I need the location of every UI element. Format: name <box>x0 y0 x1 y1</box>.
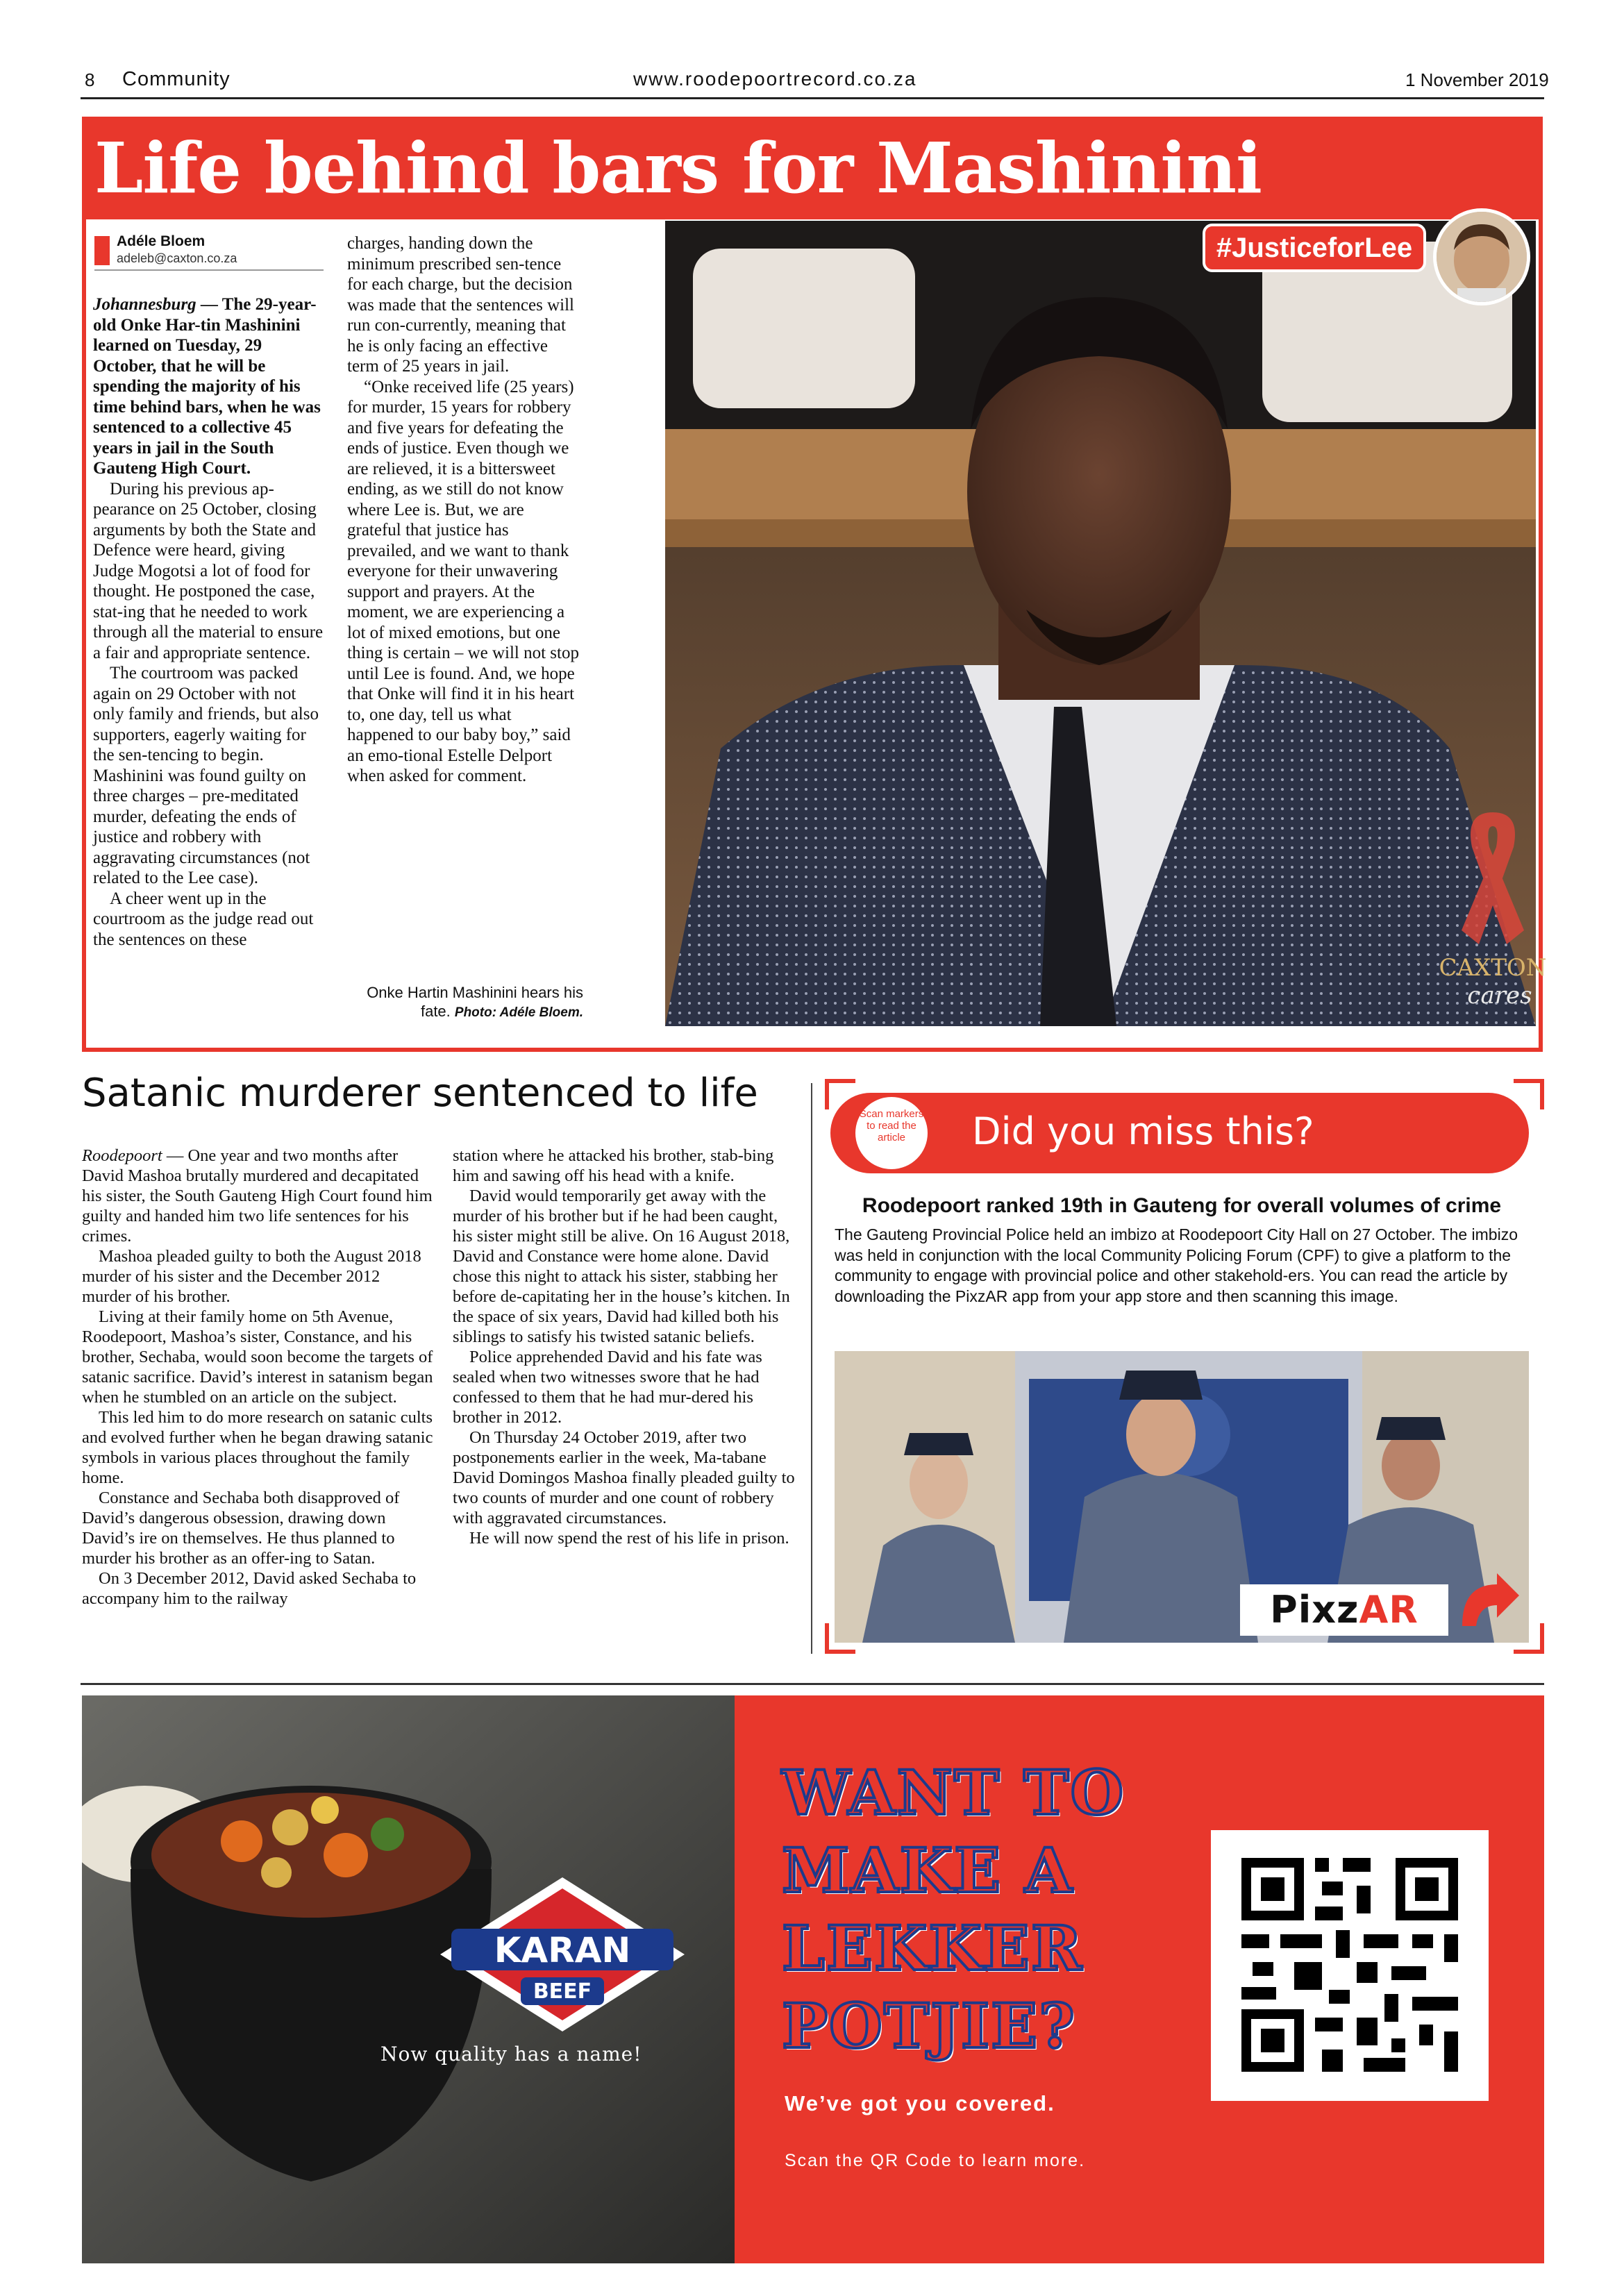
advert-tagline: Now quality has a name! <box>380 2043 642 2065</box>
story1-paragraph: The courtroom was packed again on 29 October with not only family and friends, but also supporters, eagerly waiting for the sen-tencing to begin. Mashinini was found guilty on three charges – pre-meditated murder, defeating the ends of justice and robbery with aggravating circumstances (not related to the Lee case). <box>93 664 319 887</box>
section-label: Community <box>122 68 231 90</box>
photo-caption <box>347 983 583 1022</box>
story1-column-1 <box>93 294 325 950</box>
story1-paragraph: “Onke received life (25 years) for murder, 15 years for robbery and five years for defeating the ends of justice. Even though we are relieved, it is a bittersweet ending, as we still do not know where Lee is. But, we are grateful that justice has prevailed, and we want to thank everyone for their unwavering support and prayers. At the moment, we are experiencing a lot of mixed emotions, but one thing is certain – we will not stop until Lee is found. And, we hope that Onke will find it in his heart to, one day, tell us what happened to our baby boy,” said an emo-tional Estelle Delport when asked for comment. <box>347 377 579 785</box>
story1-paragraph: During his previous ap-pearance on 25 October, closing arguments by both the State and Defence were heard, giving Judge Mogotsi a lot of food for thought. He postponed the case, stat-ing that he needed to work through all the material to ensure a fair and appropriate sentence. <box>93 479 324 662</box>
story1-paragraph: charges, handing down the minimum prescribed sen-tence for each charge, but the decision was made that the sentences will run con-currently, meaning that he is only facing an effective term of 25 years in jail. <box>347 234 574 376</box>
caption-text: Onke Hartin Mashinini hears his fate. <box>367 984 583 1020</box>
issue-date: 1 November 2019 <box>1405 69 1549 90</box>
story2-paragraph: Constance and Sechaba both disapproved of David’s dangerous obsession, drawing down David’s ire on themselves. He thus planned to murder his brother as an offer-ing to Satan. <box>82 1489 400 1568</box>
advert-scan-instruction: Scan the QR Code to learn more. <box>785 2151 1086 2170</box>
pixzar-logo <box>1240 1584 1448 1636</box>
story2-lead-text: — One year and two months after David Mashoa brutally murdered and decapitated his sister, the South Gauteng High Court found him guilty and handed him two life sentences for his crimes. <box>82 1146 433 1246</box>
karan-logo-text: KARAN <box>494 1930 631 1970</box>
story1-lead <box>93 294 325 479</box>
caption-credit: Photo: Adéle Bloem. <box>454 1005 583 1020</box>
beef-logo-text: BEEF <box>533 1979 592 2004</box>
advert-headline-line: WANT TO <box>782 1757 1125 1829</box>
advert-subtitle: We’ve got you covered. <box>785 2091 1055 2115</box>
story1-lead-text: — The 29-year-old Onke Har-tin Mashinini learned on Tuesday, 29 October, that he will be spending the majority of his time behind bars, when he was sentenced to a collective 45 years in jail in the South Gauteng High Court. <box>93 295 321 478</box>
story2-paragraph: Police apprehended David and his fate was sealed when two witnesses swore that he had confessed to them that he had mur-dered his brother in 2012. <box>453 1348 762 1427</box>
byline-marker <box>94 236 110 265</box>
page-number: 8 <box>85 69 95 90</box>
advert-headline-line: MAKE A <box>782 1834 1074 1907</box>
byline-email[interactable]: adeleb@caxton.co.za <box>117 251 237 265</box>
story2-dateline: Roodepoort <box>82 1146 162 1165</box>
pixzar-logo-part2: AR <box>1359 1588 1418 1632</box>
cares-watermark: cares <box>1467 982 1532 1009</box>
story2-paragraph: David would temporarily get away with the murder of his brother but if he had been caught, his sister might still be alive. On 16 August 2018, David and Constance were home alone. David chose this night to attack his sister, stabbing her before de-capitating her in the house’s kitchen. In the space of six years, David had killed both his siblings to satisfy his twisted satanic beliefs. <box>453 1187 790 1346</box>
missed-article-headline: Roodepoort ranked 19th in Gauteng for overall volumes of crime <box>862 1194 1502 1217</box>
child-portrait-illustration <box>1437 212 1527 302</box>
advert-headline <box>782 1754 1171 2065</box>
story2-paragraph: Mashoa pleaded guilty to both the August 2018 murder of his sister and the December 2012 murder of his brother. <box>82 1247 421 1306</box>
header-rule <box>81 97 1544 99</box>
section-separator <box>81 1683 1544 1685</box>
qr-code-graphic <box>1211 1830 1489 2101</box>
byline-rule <box>94 269 324 271</box>
caxton-cares-ribbon-logo <box>1437 805 1548 1014</box>
justice-hashtag-badge: #JusticeforLee <box>1203 224 1426 272</box>
child-portrait-avatar <box>1433 208 1530 305</box>
karan-beef-logo <box>437 1875 687 2034</box>
story2-column-2 <box>453 1146 796 1548</box>
story2-paragraph: Living at their family home on 5th Avenue, Roodepoort, Mashoa’s sister, Constance, and his brother, Sechaba, would soon become the targets of satanic sacrifice. David’s interest in satanism began when he stumbled on an article on the subject. <box>82 1307 433 1407</box>
story2-headline: Satanic murderer sentenced to life <box>82 1071 758 1116</box>
caxton-watermark: CAXTON <box>1439 954 1547 982</box>
pixzar-logo-part1: Pixz <box>1270 1588 1359 1632</box>
story1-headline: Life behind bars for Mashinini <box>94 127 1262 209</box>
story2-paragraph: He will now spend the rest of his life in prison. <box>469 1529 789 1548</box>
qr-code[interactable] <box>1211 1830 1489 2101</box>
story2-paragraph: station where he attacked his brother, stab-bing him and sawing off his head with a knife. <box>453 1146 774 1185</box>
did-you-miss-title: Did you miss this? <box>972 1109 1314 1153</box>
story2-lead <box>82 1146 433 1246</box>
scan-markers-label: Scan markers to read the article <box>859 1108 924 1143</box>
courtroom-photo <box>665 221 1536 1026</box>
story1-column-2 <box>347 233 582 787</box>
story2-column-1 <box>82 1146 433 1609</box>
missed-article-body: The Gauteng Provincial Police held an imbizo at Roodepoort City Hall on 27 October. The imbizo was held in conjunction with the local Community Policing Forum (CPF) to give a platform to the community to engage with provincial police and other stakehold-ers. You can read the article by downloading the PixzAR app from your app store and then scanning this image. <box>835 1225 1518 1305</box>
column-divider <box>811 1083 812 1654</box>
advert-headline-line: POTJIE? <box>782 1990 1076 2062</box>
story2-paragraph: On Thursday 24 October 2019, after two postponements earlier in the week, Ma-tabane David Domingos Mashoa finally pleaded guilty to two counts of murder and one count of robbery with aggravated circumstances. <box>453 1428 795 1527</box>
story2-paragraph: This led him to do more research on satanic cults and evolved further when he began drawing satanic symbols in various places throughout the family home. <box>82 1408 433 1487</box>
scan-frame-corner-tr <box>1514 1079 1544 1109</box>
story1-dateline: Johannesburg <box>93 295 196 314</box>
story1-paragraph: A cheer went up in the courtroom as the judge read out the sentences on these <box>93 889 314 949</box>
courtroom-photo-illustration <box>665 221 1536 1026</box>
pixzar-arrow-icon <box>1455 1570 1522 1640</box>
byline-author: Adéle Bloem <box>117 233 206 249</box>
advert-headline-line: LEKKER <box>782 1912 1084 1984</box>
story2-paragraph: On 3 December 2012, David asked Sechaba to accompany him to the railway <box>82 1569 417 1608</box>
website-url[interactable]: www.roodepoortrecord.co.za <box>633 68 917 90</box>
